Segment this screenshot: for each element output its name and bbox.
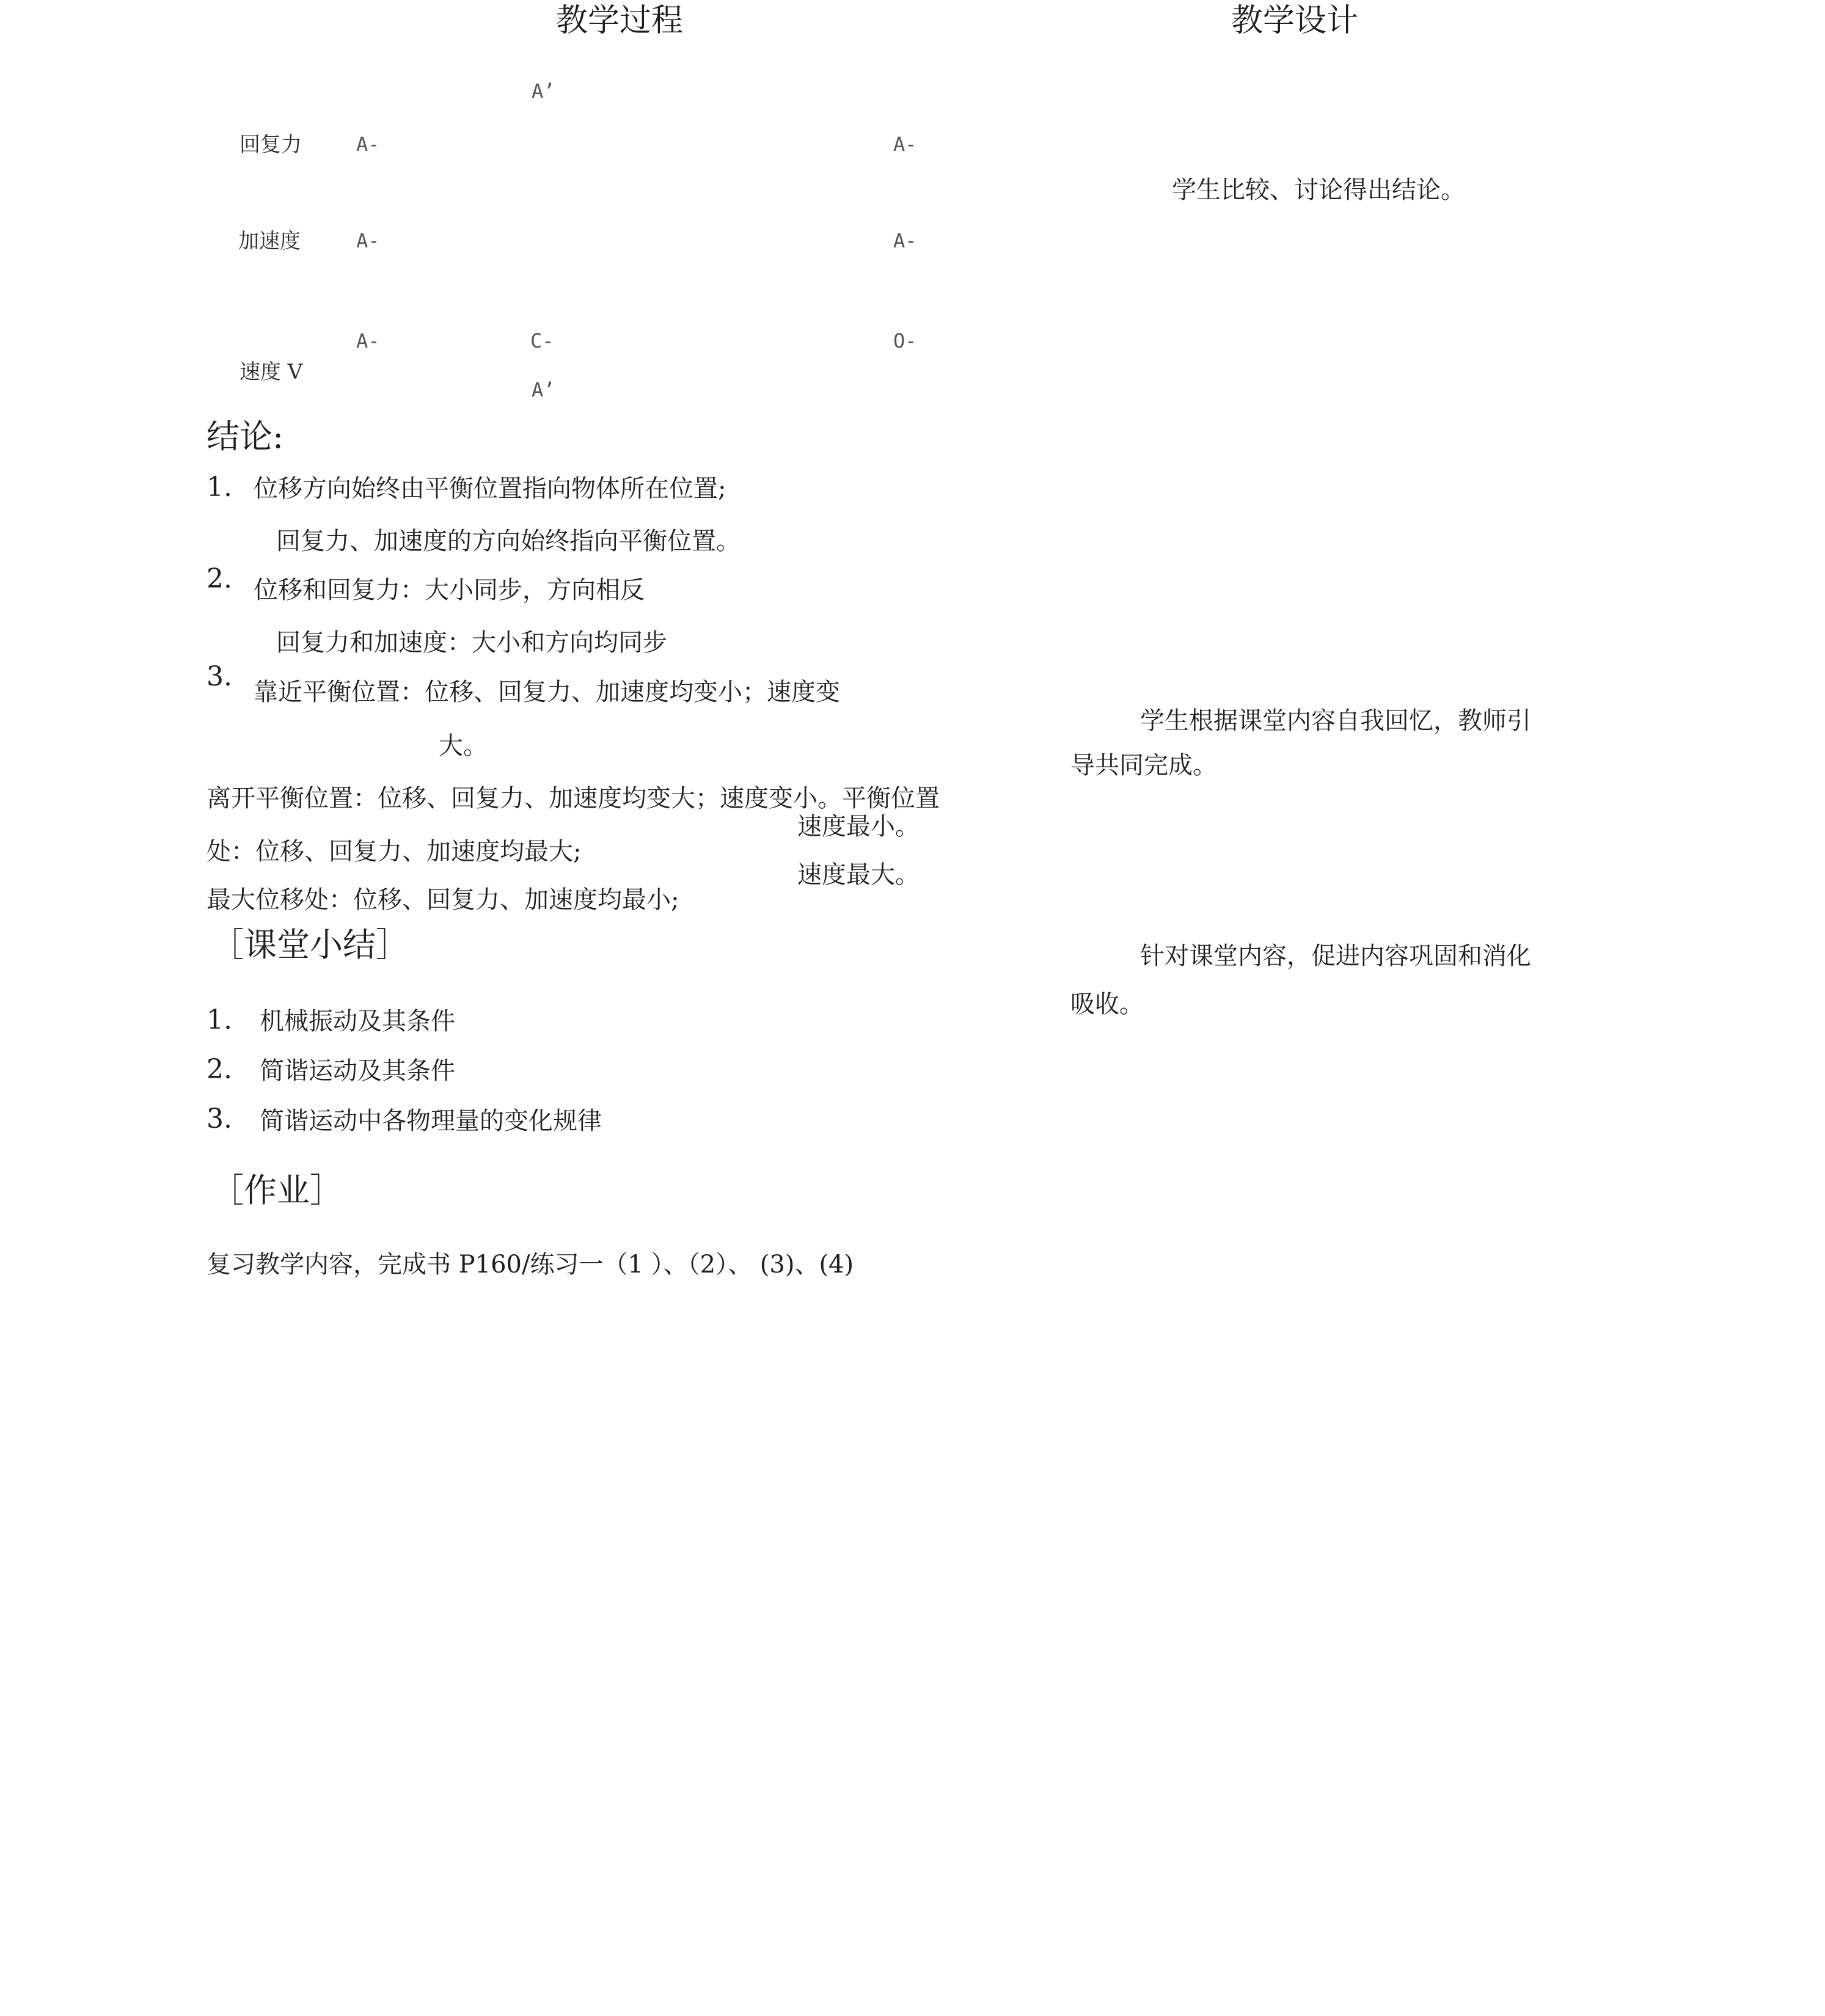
at-balance-text: 处：位移、回复力、加速度均最大; xyxy=(207,838,582,866)
acceleration-col1: A- xyxy=(356,229,380,252)
summary-item-number: 1. xyxy=(207,1004,232,1035)
restoring-force-col1: A- xyxy=(356,133,380,156)
design-column-title: 教学设计 xyxy=(1231,2,1359,39)
summary-heading: ［课堂小结］ xyxy=(211,926,409,964)
max-displacement-text: 最大位移处：位移、回复力、加速度均最小; xyxy=(207,886,679,914)
conclusion-item-number: 1. xyxy=(207,472,232,503)
away-from-balance-text: 离开平衡位置：位移、回复力、加速度均变大；速度变小。平衡位置 xyxy=(207,784,940,813)
conclusion-item-text: 靠近平衡位置：位移、回复力、加速度均变小；速度变 xyxy=(254,678,840,706)
homework-text: 复习教学内容，完成书 P160/练习一（1 ）、（2）、 (3)、(4) xyxy=(207,1251,854,1279)
table-bottom-mark: A’ xyxy=(532,378,555,401)
speed-min-text: 速度最小。 xyxy=(797,813,920,841)
velocity-col2: C- xyxy=(530,329,554,352)
design-note-3-line-2: 吸收。 xyxy=(1070,990,1144,1018)
restoring-force-col3: A- xyxy=(893,133,917,156)
row-label-acceleration: 加速度 xyxy=(238,229,301,254)
conclusion-item-text: 位移方向始终由平衡位置指向物体所在位置; xyxy=(254,475,726,503)
row-label-restoring-force: 回复力 xyxy=(240,133,302,157)
conclusion-item-continuation: 回复力、加速度的方向始终指向平衡位置。 xyxy=(276,527,741,555)
summary-item-text: 机械振动及其条件 xyxy=(260,1007,455,1035)
conclusion-heading: 结论: xyxy=(207,417,284,456)
summary-item-text: 简谐运动中各物理量的变化规律 xyxy=(260,1107,602,1135)
design-note-2-line-2: 导共同完成。 xyxy=(1070,751,1217,780)
design-note-1: 学生比较、讨论得出结论。 xyxy=(1172,176,1465,204)
homework-heading: ［作业］ xyxy=(211,1171,343,1210)
summary-item-number: 2. xyxy=(207,1054,232,1085)
conclusion-item-number: 3. xyxy=(207,661,232,692)
conclusion-item-text: 位移和回复力：大小同步，方向相反 xyxy=(254,576,645,604)
velocity-col1: A- xyxy=(356,329,380,352)
conclusion-item-number: 2. xyxy=(207,563,232,594)
process-column-title: 教学过程 xyxy=(556,2,684,39)
acceleration-col3: A- xyxy=(893,229,917,252)
row-label-velocity: 速度 V xyxy=(240,360,303,384)
summary-item-text: 简谐运动及其条件 xyxy=(260,1057,455,1085)
speed-max-text: 速度最大。 xyxy=(797,861,920,889)
table-top-mark: A’ xyxy=(532,79,555,103)
conclusion-item-continuation: 大。 xyxy=(439,732,488,760)
conclusion-item-continuation: 回复力和加速度：大小和方向均同步 xyxy=(276,629,667,657)
design-note-2-line-1: 学生根据课堂内容自我回忆，教师引 xyxy=(1140,707,1531,735)
design-note-3-line-1: 针对课堂内容，促进内容巩固和消化 xyxy=(1140,942,1531,970)
summary-item-number: 3. xyxy=(207,1103,232,1134)
velocity-col3: O- xyxy=(893,329,917,352)
